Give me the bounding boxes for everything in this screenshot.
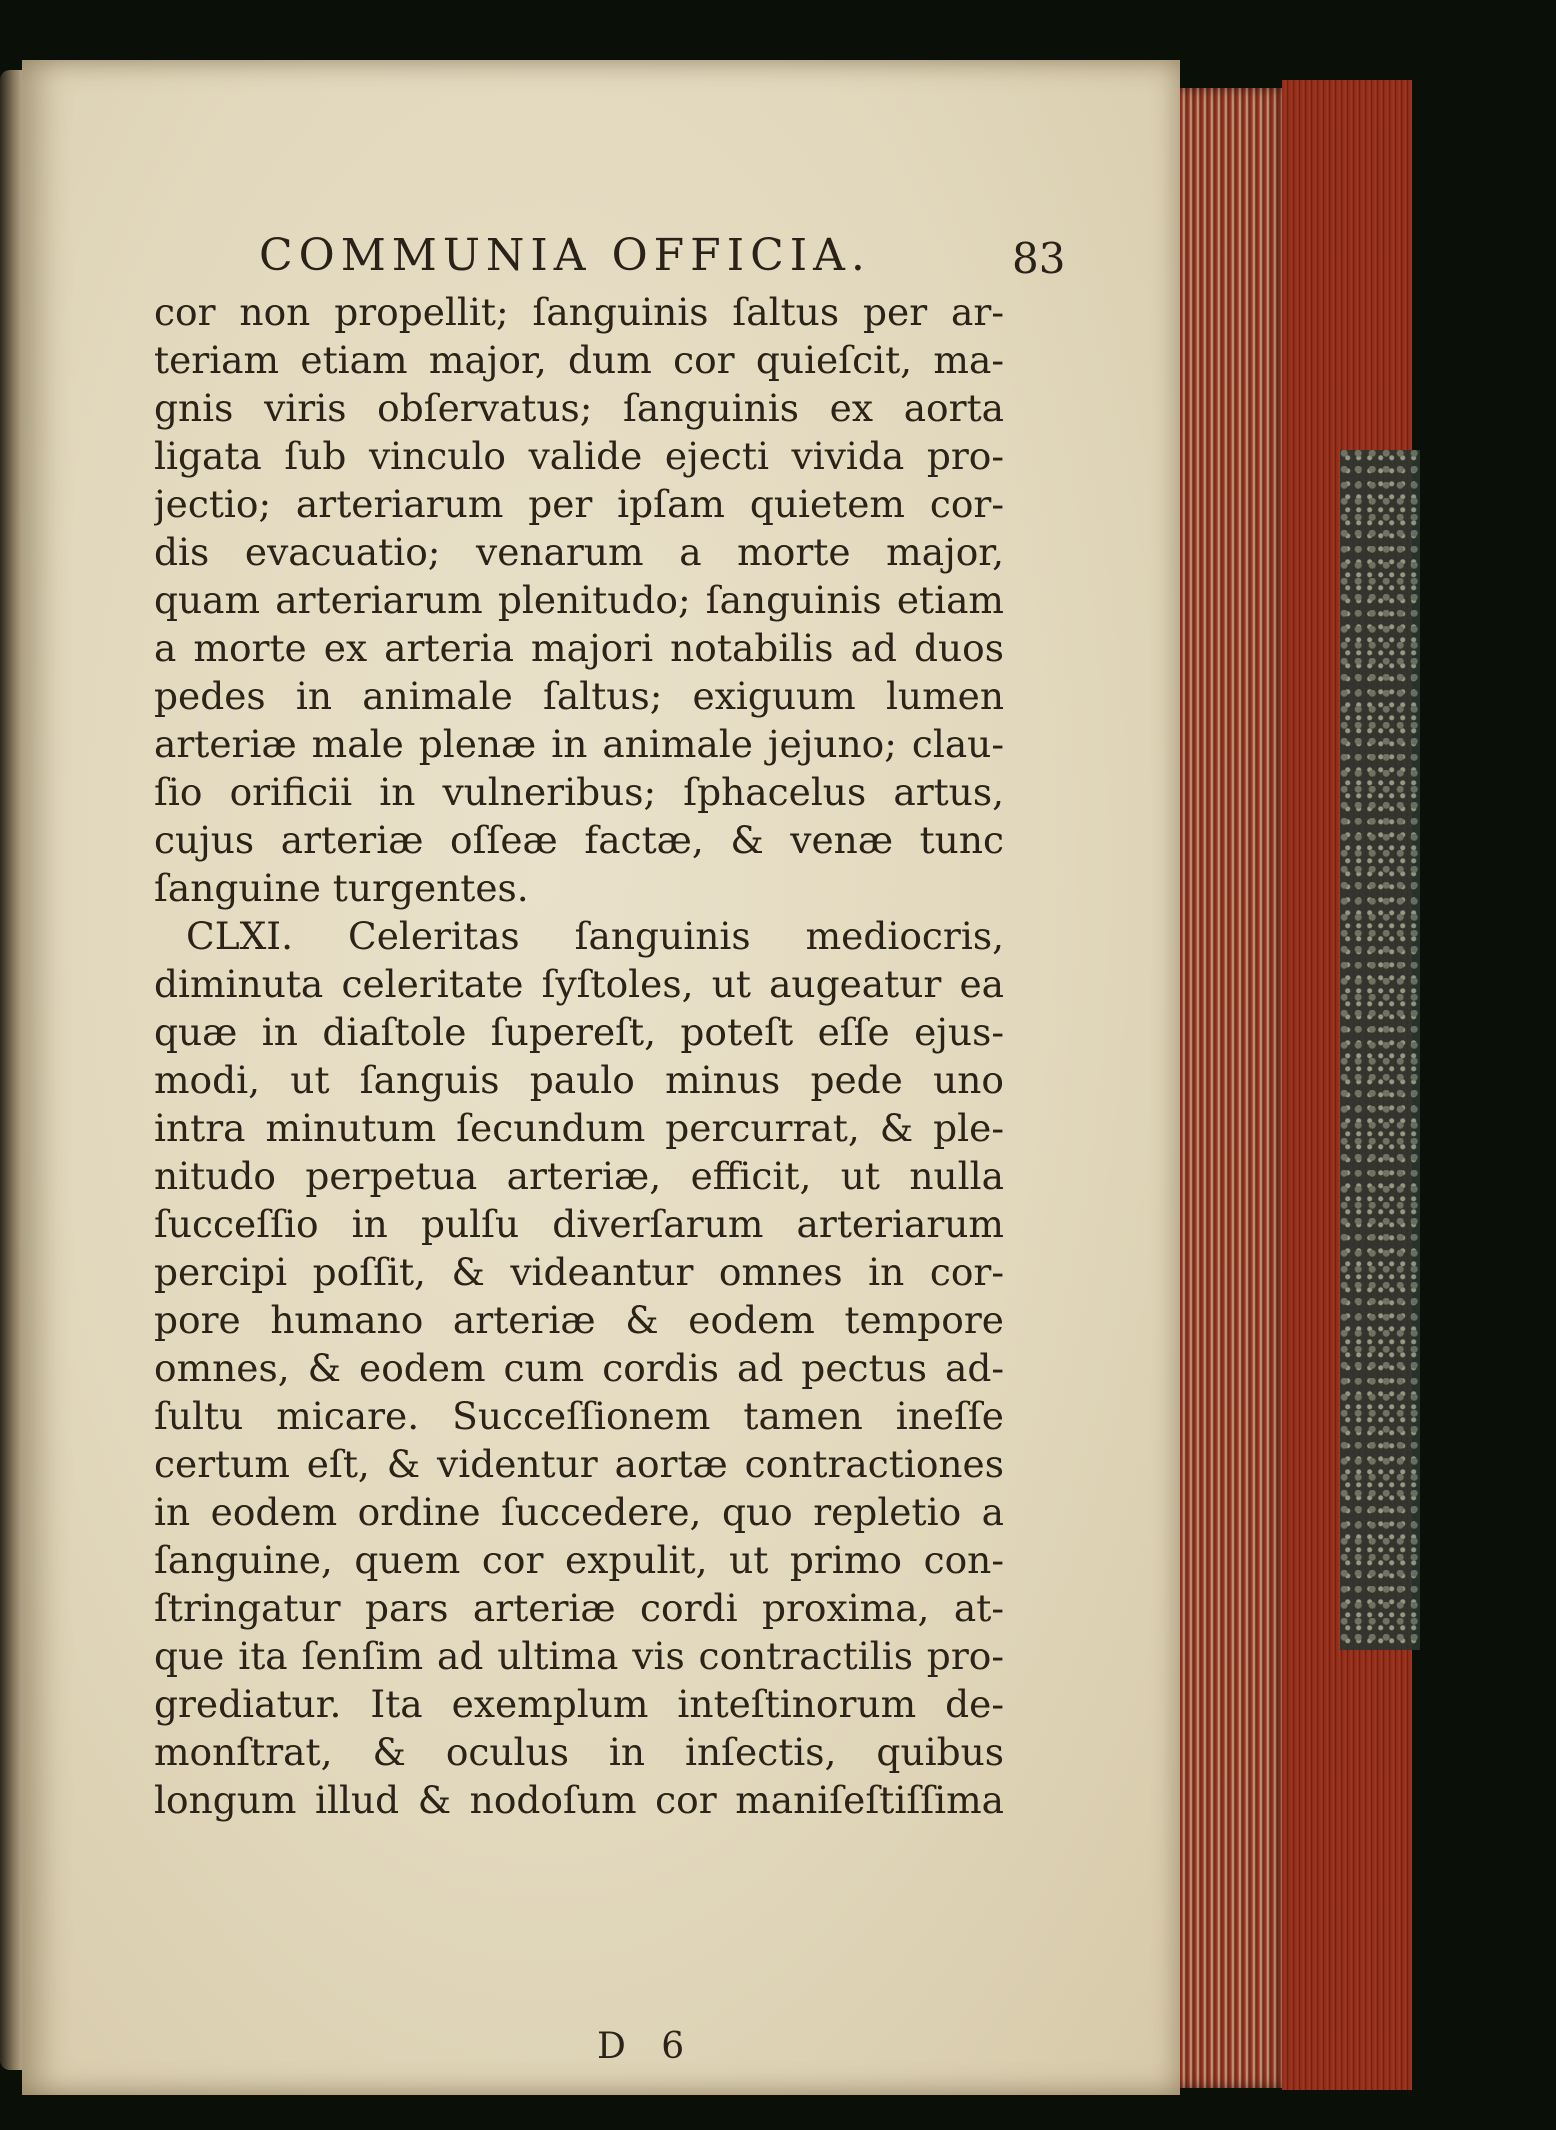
text-line: cor non propellit; ſanguinis ſaltus per ar- [154, 290, 1004, 334]
text-line: diminuta celeritate ſyſtoles, ut augeatur ea [154, 962, 1004, 1006]
running-title: COMMUNIA OFFICIA. [259, 230, 871, 281]
text-line: quam arteriarum plenitudo; ſanguinis etiam [154, 578, 1004, 622]
text-line: nitudo perpetua arteriæ, efficit, ut nulla [154, 1154, 1004, 1198]
page-number: 83 [1012, 234, 1066, 283]
text-line: arteriæ male plenæ in animale jejuno; clau- [154, 722, 1004, 766]
text-line: omnes, & eodem cum cordis ad pectus ad- [154, 1346, 1004, 1390]
signature-mark: D 6 [597, 2026, 697, 2067]
marbled-cover [1340, 450, 1420, 1650]
book-page [22, 60, 1180, 2095]
text-line: quæ in diaſtole ſupereſt, poteſt eſſe ejus- [154, 1010, 1004, 1054]
text-line: in eodem ordine ſuccedere, quo repletio a [154, 1490, 1004, 1534]
text-line: ſio orificii in vulneribus; ſphacelus artus, [154, 770, 1004, 814]
text-line: intra minutum ſecundum percurrat, & ple- [154, 1106, 1004, 1150]
body-text [154, 288, 1004, 1824]
text-line: pedes in animale ſaltus; exiguum lumen [154, 674, 1004, 718]
text-line: grediatur. Ita exemplum inteſtinorum de- [154, 1682, 1004, 1726]
text-line: certum eſt, & videntur aortæ contractiones [154, 1442, 1004, 1486]
text-line: monſtrat, & oculus in inſectis, quibus [154, 1730, 1004, 1774]
page-block-edge [1172, 88, 1282, 2088]
book-photograph [0, 30, 1556, 2080]
text-line: teriam etiam major, dum cor quieſcit, ma- [154, 338, 1004, 382]
text-line: ſanguine, quem cor expulit, ut primo con- [154, 1538, 1004, 1582]
text-line: percipi poſſit, & videantur omnes in cor- [154, 1250, 1004, 1294]
text-line: CLXI. Celeritas ſanguinis mediocris, [186, 914, 1004, 958]
text-line: ligata ſub vinculo valide ejecti vivida pro- [154, 434, 1004, 478]
text-line: a morte ex arteria majori notabilis ad duos [154, 626, 1004, 670]
text-line: dis evacuatio; venarum a morte major, [154, 530, 1004, 574]
text-line: jectio; arteriarum per ipſam quietem cor- [154, 482, 1004, 526]
text-line: pore humano arteriæ & eodem tempore [154, 1298, 1004, 1342]
text-line: ſucceſſio in pulſu diverſarum arteriarum [154, 1202, 1004, 1246]
text-line: que ita ſenſim ad ultima vis contractilis pro- [154, 1634, 1004, 1678]
text-line: longum illud & nodoſum cor maniſeſtiſſima [154, 1778, 1004, 1822]
text-line: ſultu micare. Succeſſionem tamen ineſſe [154, 1394, 1004, 1438]
text-line: ſtringatur pars arteriæ cordi proxima, at- [154, 1586, 1004, 1630]
text-line: modi, ut ſanguis paulo minus pede uno [154, 1058, 1004, 1102]
text-line: gnis viris obſervatus; ſanguinis ex aorta [154, 386, 1004, 430]
text-line: ſanguine turgentes. [154, 866, 529, 910]
text-line: cujus arteriæ oſſeæ factæ, & venæ tunc [154, 818, 1004, 862]
